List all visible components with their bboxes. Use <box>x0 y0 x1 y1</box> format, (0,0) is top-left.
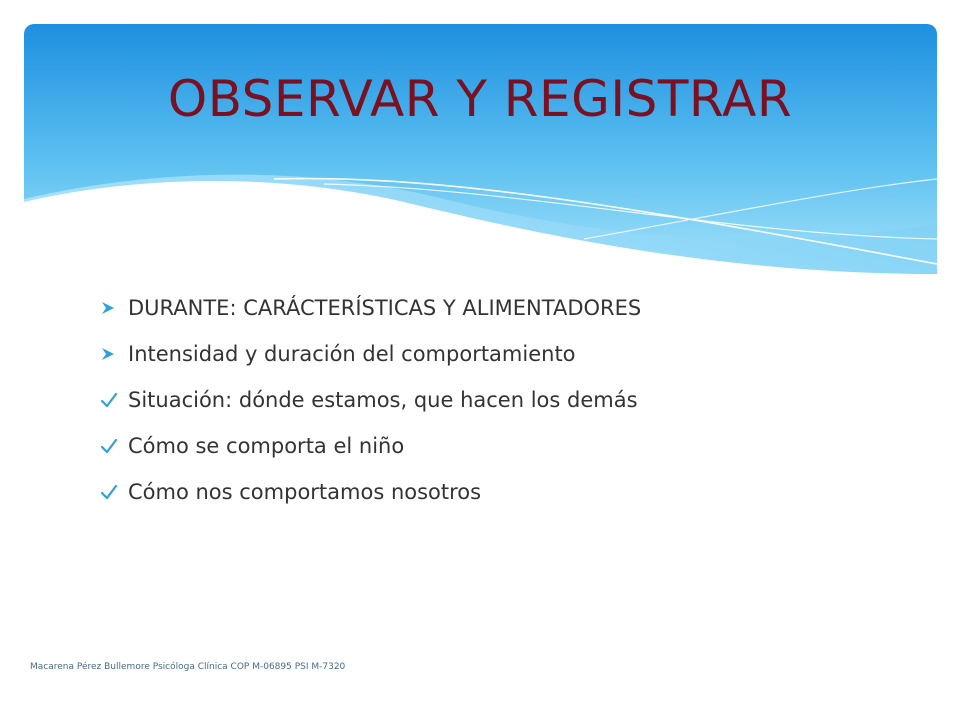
bullet-list <box>100 285 641 515</box>
checkmark-icon <box>100 391 128 409</box>
list-item <box>100 377 641 423</box>
slide-title: OBSERVAR Y REGISTRAR <box>167 70 793 128</box>
list-item <box>100 469 641 515</box>
list-item <box>100 285 641 331</box>
bullet-text: Intensidad y duración del comportamiento <box>128 342 576 366</box>
bullet-text: Cómo nos comportamos nosotros <box>128 480 482 504</box>
header-banner <box>24 24 937 274</box>
footer-credit: Macarena Pérez Bullemore Psicóloga Clínica COP M-06895 PSI M-7320 <box>30 662 346 672</box>
checkmark-icon <box>100 437 128 455</box>
bullet-text: Cómo se comporta el niño <box>128 434 405 458</box>
list-item <box>100 423 641 469</box>
bullet-text: Situación: dónde estamos, que hacen los demás <box>128 388 638 412</box>
bullet-text: DURANTE: CARÁCTERÍSTICAS Y ALIMENTADORES <box>128 296 642 320</box>
wave-background <box>24 24 937 274</box>
list-item <box>100 331 641 377</box>
arrowhead-icon <box>100 300 128 316</box>
checkmark-icon <box>100 483 128 501</box>
arrowhead-icon <box>100 346 128 362</box>
